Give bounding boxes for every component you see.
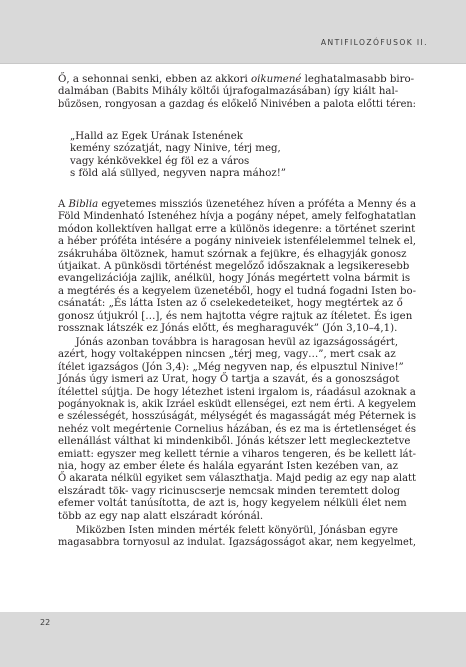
text-line: módon kollektíven hallgat erre a különös idegenre: a történet szerint xyxy=(58,223,416,235)
text-line: Föld Mindenható Istenéhez hívja a pogány népet, amely felfoghatatlan xyxy=(58,211,416,223)
text-line: nehéz volt megértenie Cornelius házában, és ez ma is értetlenséget és xyxy=(58,423,416,435)
paragraph-3 xyxy=(58,337,416,523)
text-line: gonosz útjukról […], és nem hajtotta végre rajtuk az ítéletet. És igen xyxy=(58,310,413,322)
text-line: rossznak látszék ez Jónás előtt, és megharaguvék” (Jón 3,10–4,1). xyxy=(58,323,398,335)
text-line: e szélességét, hosszúságát, mélységét és magasságát még Péternek is xyxy=(58,411,416,423)
text-line: magasabbra tornyosul az indulat. Igazságosságot akar, nem kegyelmet, xyxy=(58,537,416,549)
text-line: dalmában (Babits Mihály költői újrafogalmazásában) így kiált hal- xyxy=(58,86,399,98)
verse-line: „Halld az Egek Urának Istenének xyxy=(70,131,243,142)
text-line: pogányoknak is, akik Izráel esküdt ellenségei, ezt nem érti. A kegyelem xyxy=(58,399,416,411)
text-line: A Biblia egyetemes missziós üzenetéhez híven a próféta a Menny és a xyxy=(58,199,417,210)
text-line: bűzösen, rongyosan a gazdag és előkelő Ninivében a palota előtti téren: xyxy=(58,98,416,110)
text-line: ítélettel sújtja. De hogy létezhet isteni irgalom is, ráadásul azoknak a xyxy=(58,386,416,398)
verse-line: s föld alá süllyed, negyven napra mához!” xyxy=(70,168,287,180)
text-line: emiatt: egyszer meg kellett térnie a viharos tengeren, és be kellett lát- xyxy=(58,448,416,460)
page-number: 22 xyxy=(40,618,51,627)
text-line: csánatát: „És látta Isten az ő cselekedeteiket, hogy megtértek az ő xyxy=(58,298,403,310)
text-line: Ő, a sehonnai senki, ebben az akkori oikumené leghatalmasabb biro- xyxy=(58,74,415,85)
text-line: ítélet igazságos (Jón 3,4): „Még negyven nap, és elpusztul Ninive!” xyxy=(58,361,404,373)
text-line: Ő akarata nélkül egyiket sem választhatja. Majd pedig az egy nap alatt xyxy=(58,473,416,485)
paragraph-1 xyxy=(58,74,416,111)
running-head: ANTIFILOZÓFUSOK II. xyxy=(320,38,428,47)
text-line: Jónás azonban továbbra is haragosan hevül az igazságosságért, xyxy=(75,337,399,348)
text-line: útjaikat. A pünkösdi történést megelőző időszaknak a legsikeresebb xyxy=(58,261,410,273)
text-line: nia, hogy az ember élete és halála egyaránt Isten kezében van, az xyxy=(58,461,398,473)
text-line: elszáradt tök- vagy ricinuscserje nemcsak minden teremtett dolog xyxy=(58,485,400,497)
verse-quote xyxy=(70,131,286,181)
paragraph-4 xyxy=(58,525,416,550)
text-line: efemer voltát tanúsította, de azt is, hogy kegyelem nélküli élet nem xyxy=(58,498,407,510)
text-line: Jónás úgy ismeri az Urat, hogy Ő tartja a szavát, és a gonoszságot xyxy=(58,374,400,386)
header-band xyxy=(0,0,466,63)
text-line: a megtérés és a kegyelem üzenetéből, hogy el tudná fogadni Isten bo- xyxy=(58,285,416,297)
text-line: ellenállást válthat ki mindenkiből. Jónás kétszer lett megleckeztetve xyxy=(58,436,411,448)
text-line: több az egy nap alatt elszáradt kórónál. xyxy=(58,510,264,522)
text-line: Miközben Isten minden mérték felett könyörül, Jónásban egyre xyxy=(75,525,398,536)
verse-line: vagy kénkövekkel ég föl ez a város xyxy=(70,155,250,167)
header-rule xyxy=(0,63,466,64)
text-line: azért, hogy voltaképpen nincsen „térj meg, vagy…”, mert csak az xyxy=(58,349,396,361)
footer-band xyxy=(0,612,466,667)
paragraph-2 xyxy=(58,199,416,335)
text-line: a héber próféta intésére a pogány niniveiek istenfélelemmel telnek el, xyxy=(58,236,416,248)
verse-line: kemény szózatját, nagy Ninive, térj meg, xyxy=(70,143,281,155)
text-line: zsákruhába öltöznek, hamut szórnak a fejükre, és elhagyják gonosz xyxy=(58,248,407,260)
text-line: evangelizációja zajlik, anélkül, hogy Jónás megértett volna bármit is xyxy=(58,273,411,285)
